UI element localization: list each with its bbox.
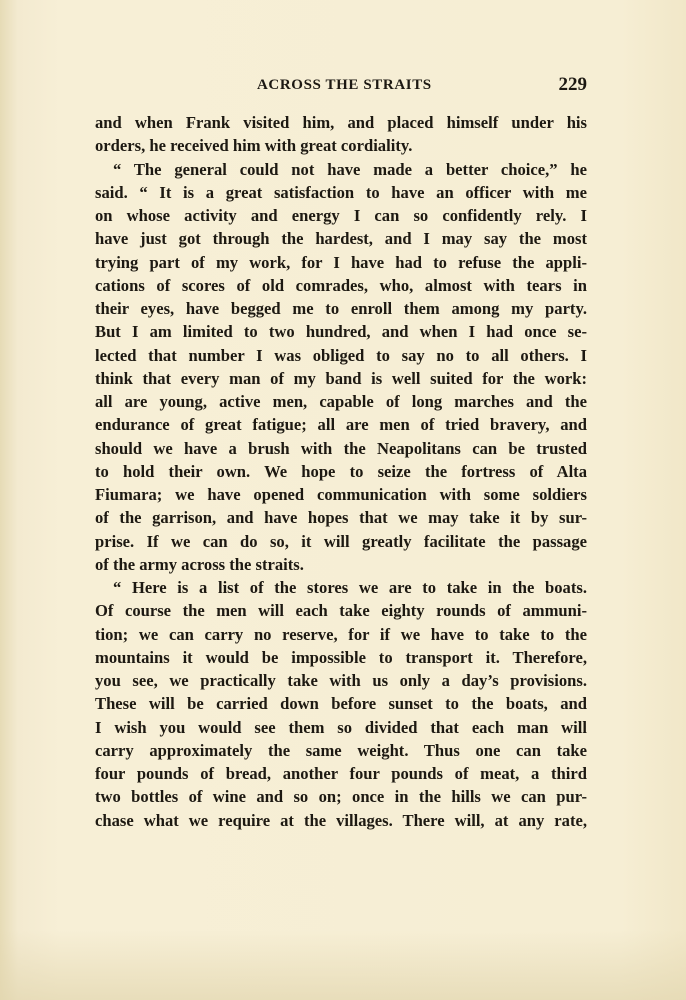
text-line: cations of scores of old comrades, who, almost with tears in xyxy=(95,275,587,295)
text-line: endurance of great fatigue; all are men of tried bravery, and xyxy=(95,415,587,435)
text-line: orders, he received him with great cordiality. xyxy=(95,136,413,156)
text-line: should we have a brush with the Neapolitans can be trusted xyxy=(95,438,587,458)
text-line: Of course the men will each take eighty rounds of ammuni- xyxy=(95,601,587,621)
text-line: of the army across the straits. xyxy=(95,554,304,574)
text-line: of the garrison, and have hopes that we may take it by sur- xyxy=(95,508,587,528)
text-line: think that every man of my band is well suited for the work: xyxy=(95,368,587,388)
text-line: But I am limited to two hundred, and when I had once se- xyxy=(95,322,587,342)
text-line: mountains it would be impossible to transport it. Therefore, xyxy=(95,647,587,667)
text-line: “ The general could not have made a better choice,” he xyxy=(113,159,587,179)
text-line: “ Here is a list of the stores we are to take in the boats. xyxy=(113,578,587,597)
text-line: you see, we practically take with us only a day’s provisions. xyxy=(95,671,587,690)
text-line: to hold their own. We hope to seize the fortress of Alta xyxy=(95,461,587,481)
text-line: These will be carried down before sunset to the boats, and xyxy=(95,694,587,714)
text-line: all are young, active men, capable of long marches and the xyxy=(95,392,587,411)
body-text xyxy=(95,111,587,832)
text-line: four pounds of bread, another four pounds of meat, a third xyxy=(95,764,587,783)
running-head: ACROSS THE STRAITS xyxy=(257,77,432,93)
text-line: chase what we require at the villages. There will, at any rate, xyxy=(95,810,587,830)
text-line: lected that number I was obliged to say no to all others. I xyxy=(95,345,587,365)
text-line: two bottles of wine and so on; once in the hills we can pur- xyxy=(95,787,587,807)
text-line: carry approximately the same weight. Thus one can take xyxy=(95,740,587,760)
text-line: tion; we can carry no reserve, for if we have to take to the xyxy=(95,624,587,644)
text-line: have just got through the hardest, and I may say the most xyxy=(95,229,587,249)
text-line: on whose activity and energy I can so confidently rely. I xyxy=(95,206,587,225)
text-line: Fiumara; we have opened communication with some soldiers xyxy=(95,485,587,504)
page-header xyxy=(95,74,587,98)
text-line: prise. If we can do so, it will greatly facilitate the passage xyxy=(95,531,587,551)
text-line: trying part of my work, for I have had to refuse the appli- xyxy=(95,252,587,272)
text-line: and when Frank visited him, and placed himself under his xyxy=(95,113,587,132)
page-number: 229 xyxy=(558,74,587,95)
text-line: I wish you would see them so divided that each man will xyxy=(95,717,587,737)
text-line: their eyes, have begged me to enroll them among my party. xyxy=(95,299,587,318)
text-line: said. “ It is a great satisfaction to have an officer with me xyxy=(95,182,587,202)
